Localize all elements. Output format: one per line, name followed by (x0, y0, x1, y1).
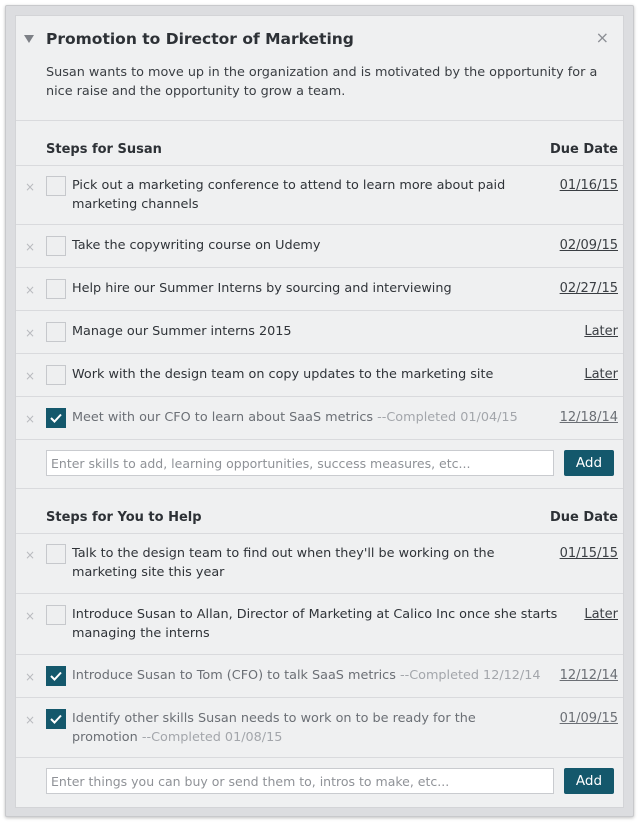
section-title: Steps for You to Help (46, 510, 202, 525)
step-checkbox-checked[interactable] (46, 408, 66, 428)
due-date-link[interactable]: Later (584, 367, 618, 382)
step-row-completed (16, 655, 623, 698)
due-date-link[interactable]: 01/16/15 (559, 178, 618, 193)
section-title: Steps for Susan (46, 142, 162, 157)
remove-icon[interactable]: × (25, 713, 36, 727)
remove-icon[interactable]: × (25, 180, 36, 194)
step-checkbox[interactable] (46, 365, 66, 385)
remove-icon[interactable]: × (25, 548, 36, 562)
step-text: Work with the design team on copy updates to the marketing site (72, 367, 494, 382)
goal-title: Promotion to Director of Marketing (46, 30, 354, 48)
completed-note: --Completed 12/12/14 (399, 668, 541, 683)
step-row (16, 165, 623, 225)
step-text: Identify other skills Susan needs to work on to be ready for the promotion --Completed 01/08/15 (72, 711, 476, 745)
step-row-completed (16, 397, 623, 440)
step-checkbox[interactable] (46, 236, 66, 256)
step-row (16, 268, 623, 311)
step-checkbox-checked[interactable] (46, 709, 66, 729)
due-date-link[interactable]: Later (584, 324, 618, 339)
step-row (16, 533, 623, 594)
due-date-header: Due Date (550, 510, 618, 525)
step-row (16, 225, 623, 268)
goal-description: Susan wants to move up in the organization and is motivated by the opportunity for a nice raise and the opportunity to grow a team. (46, 65, 598, 99)
step-text: Pick out a marketing conference to attend to learn more about paid marketing channels (72, 178, 506, 212)
step-text: Take the copywriting course on Udemy (72, 238, 321, 253)
due-date-link[interactable]: 12/18/14 (559, 410, 618, 425)
add-button[interactable]: Add (564, 768, 614, 794)
checkmark-icon (50, 714, 62, 724)
step-text: Help hire our Summer Interns by sourcing and interviewing (72, 281, 452, 296)
checkmark-icon (50, 671, 62, 681)
due-date-link[interactable]: 02/27/15 (559, 281, 618, 296)
step-checkbox[interactable] (46, 544, 66, 564)
step-text: Introduce Susan to Tom (CFO) to talk SaaS metrics --Completed 12/12/14 (72, 668, 541, 683)
remove-icon[interactable]: × (25, 412, 36, 426)
step-checkbox[interactable] (46, 176, 66, 196)
add-help-step-input[interactable] (46, 768, 554, 794)
due-date-link[interactable]: 01/09/15 (559, 711, 618, 726)
step-checkbox[interactable] (46, 279, 66, 299)
remove-icon[interactable]: × (25, 670, 36, 684)
due-date-header: Due Date (550, 142, 618, 157)
goal-card (15, 15, 624, 808)
remove-icon[interactable]: × (25, 283, 36, 297)
add-step-row (16, 758, 623, 804)
step-row (16, 354, 623, 397)
due-date-link[interactable]: Later (584, 607, 618, 622)
remove-icon[interactable]: × (25, 609, 36, 623)
remove-icon[interactable]: × (25, 326, 36, 340)
step-checkbox[interactable] (46, 322, 66, 342)
add-step-input[interactable] (46, 450, 554, 476)
step-checkbox[interactable] (46, 605, 66, 625)
dialog-frame (5, 5, 634, 817)
step-text: Meet with our CFO to learn about SaaS metrics --Completed 01/04/15 (72, 410, 518, 425)
step-row-completed (16, 698, 623, 758)
section-header-you (16, 488, 623, 534)
remove-icon[interactable]: × (25, 369, 36, 383)
step-row (16, 594, 623, 655)
section-header-susan (16, 120, 623, 166)
step-text: Talk to the design team to find out when they'll be working on the marketing site this year (72, 546, 495, 580)
step-text: Introduce Susan to Allan, Director of Marketing at Calico Inc once she starts managing the interns (72, 607, 558, 641)
step-checkbox-checked[interactable] (46, 666, 66, 686)
add-button[interactable]: Add (564, 450, 614, 476)
caret-down-icon[interactable] (24, 35, 34, 43)
checkmark-icon (50, 413, 62, 423)
due-date-link[interactable]: 12/12/14 (559, 668, 618, 683)
remove-icon[interactable]: × (25, 240, 36, 254)
close-icon[interactable]: × (595, 28, 609, 47)
due-date-link[interactable]: 01/15/15 (559, 546, 618, 561)
completed-note: --Completed 01/04/15 (377, 410, 518, 425)
step-text: Manage our Summer interns 2015 (72, 324, 292, 339)
due-date-link[interactable]: 02/09/15 (559, 238, 618, 253)
add-step-row (16, 440, 623, 486)
completed-note: --Completed 01/08/15 (141, 730, 283, 745)
goal-header (16, 16, 623, 120)
step-row (16, 311, 623, 354)
